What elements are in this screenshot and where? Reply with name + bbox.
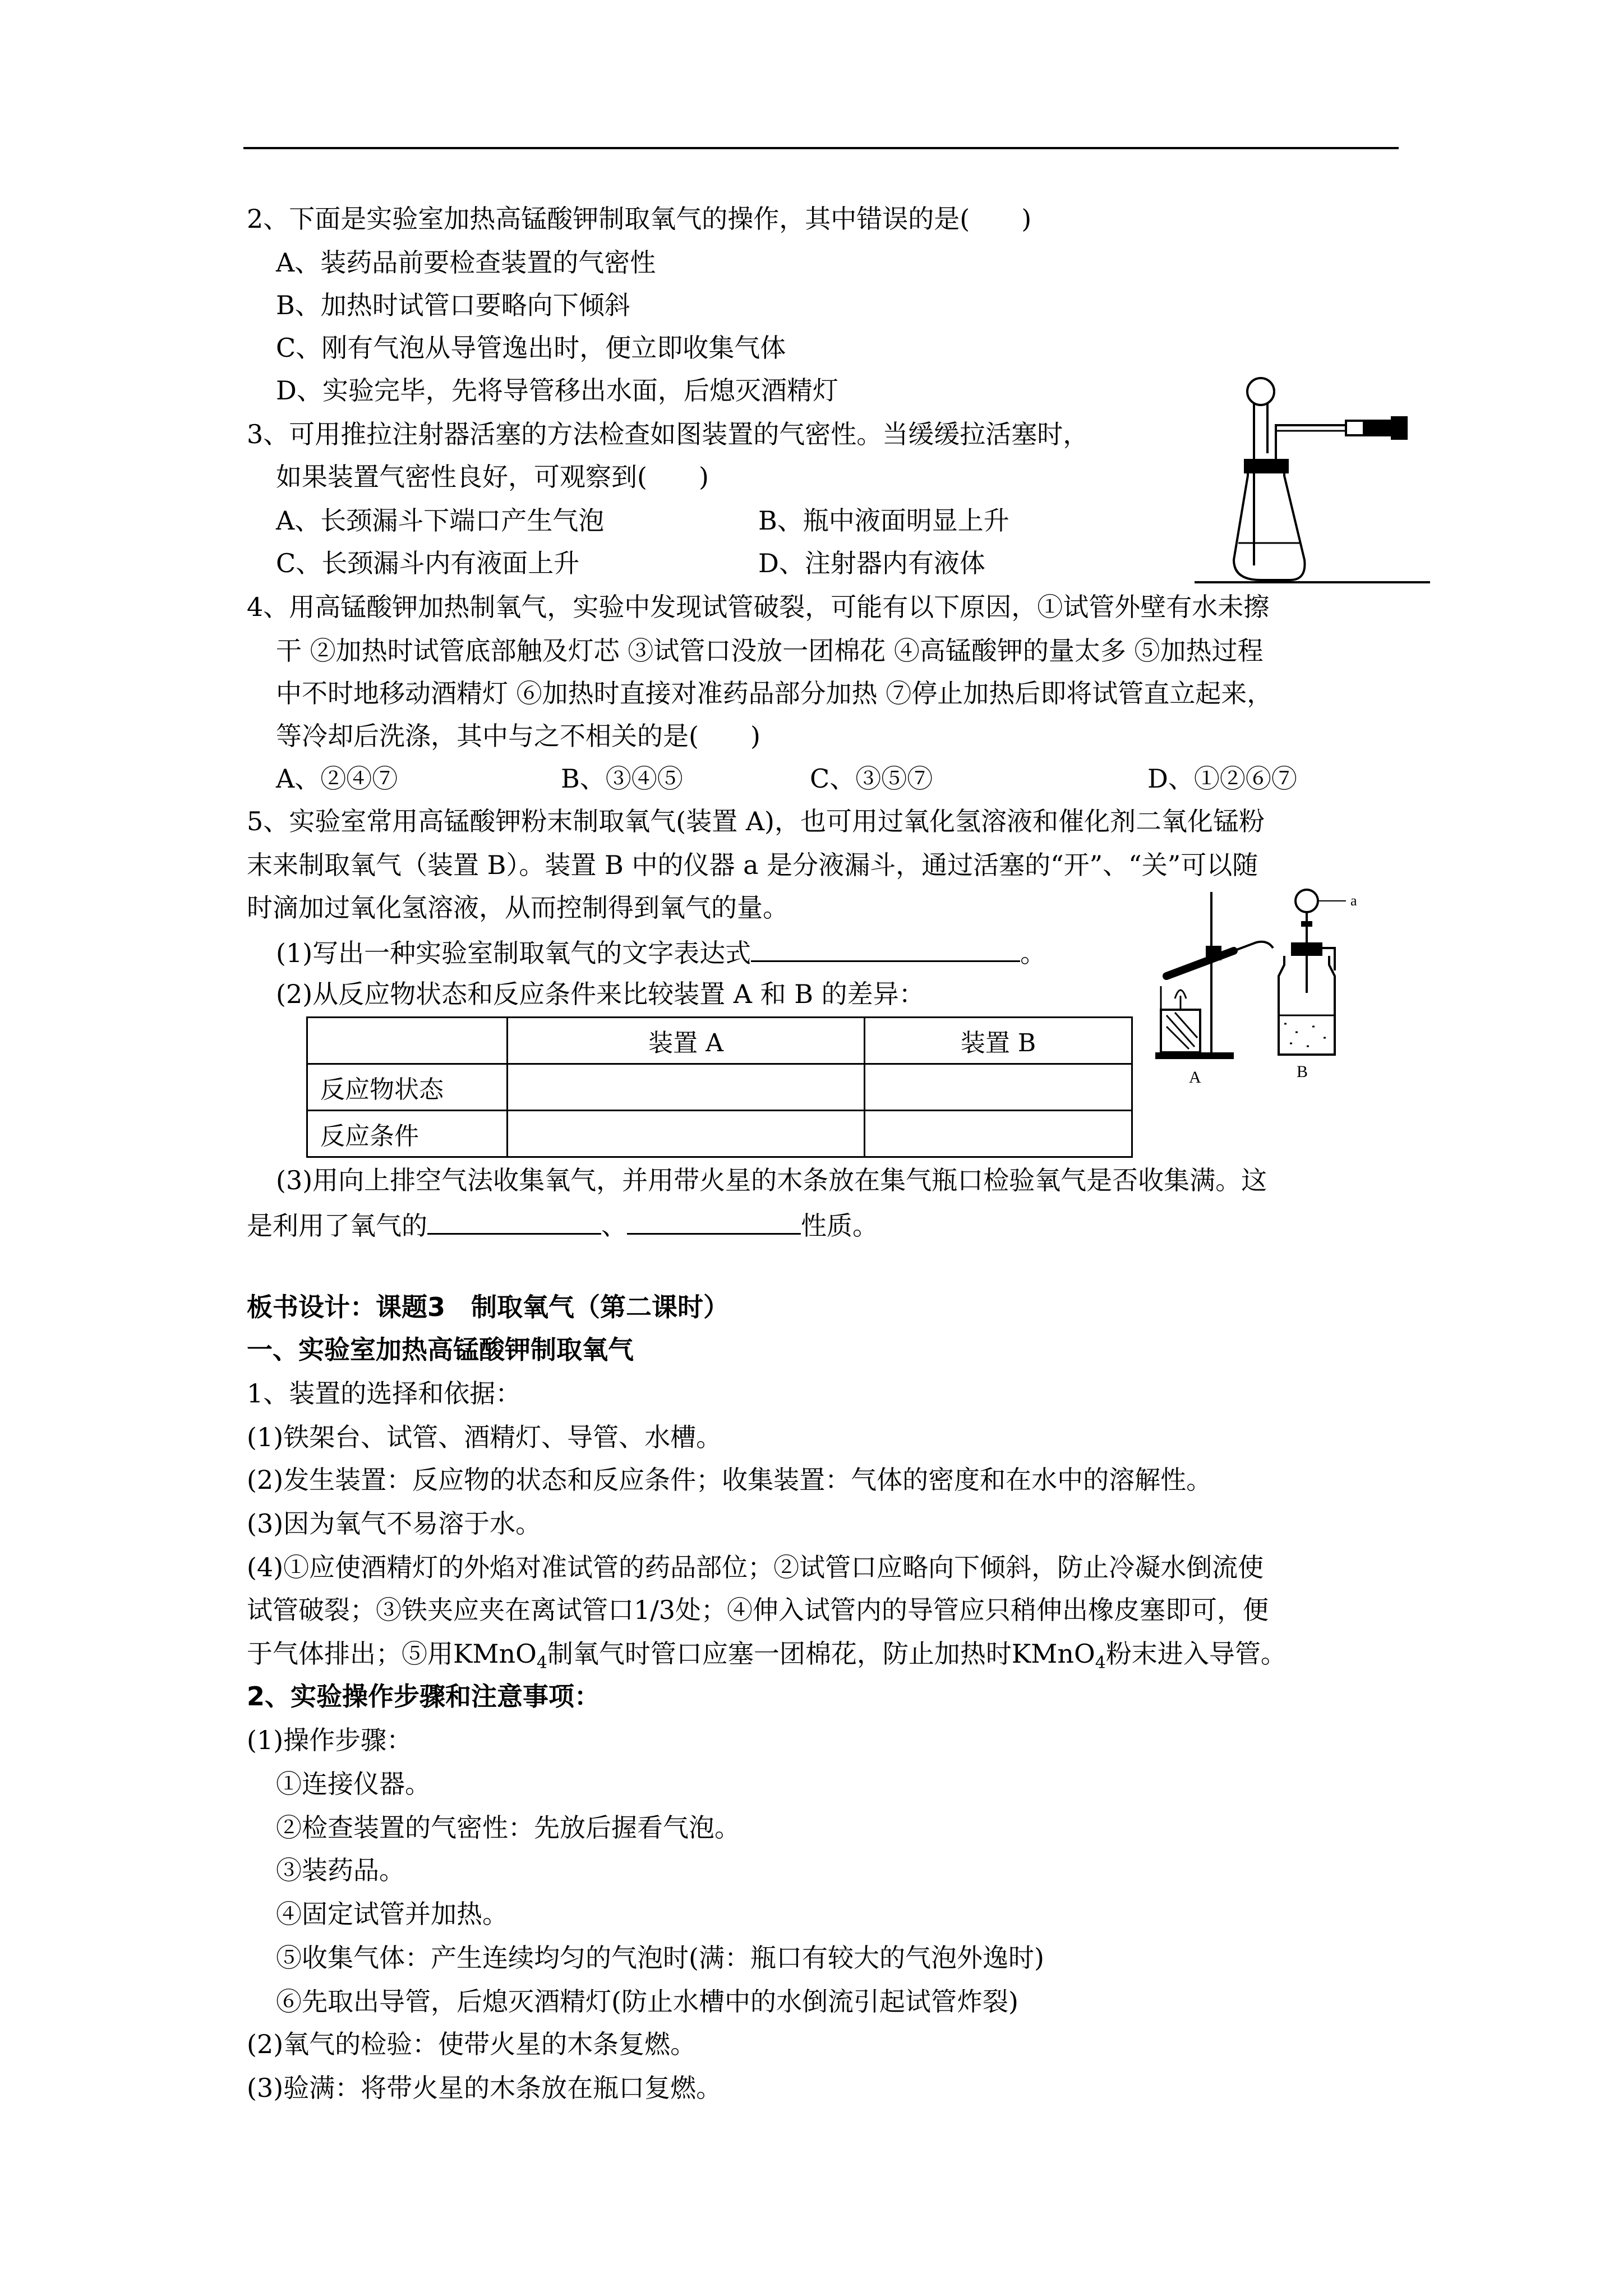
board-item-1-4-line1: (4)①应使酒精灯的外焰对准试管的药品部位；②试管口应略向下倾斜，防止冷凝水倒流使 <box>247 1552 1264 1582</box>
q4-line4: 等冷却后洗涤，其中与之不相关的是( ) <box>276 721 760 751</box>
step-3: ③装药品。 <box>276 1855 405 1885</box>
q2-option-b: B、加热时试管口要略向下倾斜 <box>276 290 630 320</box>
q5-part3-sep: 、 <box>601 1211 627 1241</box>
q5-line3: 时滴加过氧化氢溶液，从而控制得到氧气的量。 <box>247 892 789 923</box>
table-cell-a-state[interactable] <box>508 1064 865 1111</box>
q5-comparison-table <box>306 1016 1133 1158</box>
q3-option-c: C、长颈漏斗内有液面上升 <box>276 548 580 578</box>
board-item-1-4-line3 <box>247 1636 1287 1681</box>
table-header-device-a: 装置 A <box>508 1018 865 1064</box>
fig-label-funnel: a <box>1350 892 1357 909</box>
q2-option-a: A、装药品前要检查装置的气密性 <box>276 247 656 278</box>
q3-option-b: B、瓶中液面明显上升 <box>758 505 1009 536</box>
board-section-2: 2、实验操作步骤和注意事项： <box>247 1681 601 1711</box>
board-item-2-2: (2)氧气的检验：使带火星的木条复燃。 <box>247 2029 697 2059</box>
q4-option-d: D、①②⑥⑦ <box>1147 763 1297 794</box>
kmno4-text-3: 粉末进入导管。 <box>1105 1639 1287 1669</box>
board-item-1-3: (3)因为氧气不易溶于水。 <box>247 1508 542 1539</box>
q4-line1: 4、用高锰酸钾加热制氧气，实验中发现试管破裂，可能有以下原因，①试管外壁有水未擦 <box>247 592 1270 622</box>
q5-part1-answer-blank[interactable] <box>751 933 1020 962</box>
table-row-reactant-state: 反应物状态 <box>307 1064 508 1111</box>
q5-part1-end: 。 <box>1020 938 1046 968</box>
table-cell-b-condition[interactable] <box>865 1111 1132 1157</box>
q5-part3-text: 是利用了氧气的 <box>247 1211 427 1241</box>
q5-devices-figure <box>1144 886 1391 1088</box>
step-2: ②检查装置的气密性：先放后握看气泡。 <box>276 1812 740 1843</box>
header-rule <box>243 147 1399 149</box>
table-header-device-b: 装置 B <box>865 1018 1132 1064</box>
q4-option-a: A、②④⑦ <box>276 763 398 794</box>
q2-option-d: D、实验完毕，先将导管移出水面，后熄灭酒精灯 <box>276 375 838 406</box>
step-1: ①连接仪器。 <box>276 1769 431 1799</box>
step-5: ⑤收集气体：产生连续均匀的气泡时(满：瓶口有较大的气泡外逸时) <box>276 1943 1044 1973</box>
q4-option-c: C、③⑤⑦ <box>810 763 933 794</box>
q5-part3-line2 <box>247 1206 878 1244</box>
q5-part3-end: 性质。 <box>801 1211 878 1241</box>
board-item-1-4-line2: 试管破裂；③铁夹应夹在离试管口1/3处；④伸入试管内的导管应只稍伸出橡皮塞即可，便 <box>247 1595 1269 1625</box>
q3-stem-line1: 3、可用推拉注射器活塞的方法检查如图装置的气密性。当缓缓拉活塞时， <box>247 419 1089 449</box>
fig-label-a: A <box>1189 1068 1201 1087</box>
kmno4-subscript-1: 4 <box>536 1653 547 1673</box>
q4-line3: 中不时地移动酒精灯 ⑥加热时直接对准药品部分加热 ⑦停止加热后即将试管直立起来， <box>276 678 1273 708</box>
q4-option-b: B、③④⑤ <box>561 763 683 794</box>
board-title: 板书设计：课题3 制取氧气（第二课时） <box>247 1292 730 1322</box>
q3-option-d: D、注射器内有液体 <box>758 548 985 578</box>
q2-stem: 2、下面是实验室加热高锰酸钾制取氧气的操作，其中错误的是( ) <box>247 204 1032 234</box>
q5-part3-blank-2[interactable] <box>627 1206 801 1235</box>
table-cell-a-condition[interactable] <box>508 1111 865 1157</box>
kmno4-text-2: 制氧气时管口应塞一团棉花，防止加热时KMnO <box>547 1639 1095 1669</box>
kmno4-text-1: 于气体排出；⑤用KMnO <box>247 1639 537 1669</box>
q5-part1 <box>276 933 1046 971</box>
q5-part3-line1: (3)用向上排空气法收集氧气，并用带火星的木条放在集气瓶口检验氧气是否收集满。这 <box>276 1165 1267 1195</box>
q5-line1: 5、实验室常用高锰酸钾粉末制取氧气(装置 A)，也可用过氧化氢溶液和催化剂二氧化锰粉 <box>247 806 1265 836</box>
q3-option-a: A、长颈漏斗下端口产生气泡 <box>276 505 605 536</box>
q5-line2: 末来制取氧气（装置 B）。装置 B 中的仪器 a 是分液漏斗，通过活塞的“开”、“关”可以随 <box>247 850 1258 880</box>
kmno4-subscript-2: 4 <box>1095 1653 1106 1673</box>
q3-apparatus-figure <box>1195 375 1430 588</box>
table-corner-cell <box>307 1018 508 1064</box>
q2-option-c: C、刚有气泡从导管逸出时，便立即收集气体 <box>276 333 786 363</box>
q3-stem-line2: 如果装置气密性良好，可观察到( ) <box>276 462 709 492</box>
board-section-1: 一、实验室加热高锰酸钾制取氧气 <box>247 1335 634 1365</box>
step-6: ⑥先取出导管，后熄灭酒精灯(防止水槽中的水倒流引起试管炸裂) <box>276 1986 1018 2017</box>
table-row-reaction-condition: 反应条件 <box>307 1111 508 1157</box>
board-item-1-1: (1)铁架台、试管、酒精灯、导管、水槽。 <box>247 1422 722 1452</box>
q5-part3-blank-1[interactable] <box>427 1206 601 1235</box>
board-item-2-1: (1)操作步骤： <box>247 1725 413 1755</box>
board-item-1: 1、装置的选择和依据： <box>247 1378 522 1409</box>
q4-line2: 干 ②加热时试管底部触及灯芯 ③试管口没放一团棉花 ④高锰酸钾的量太多 ⑤加热过程 <box>276 636 1264 666</box>
board-item-2-3: (3)验满：将带火星的木条放在瓶口复燃。 <box>247 2073 722 2103</box>
table-cell-b-state[interactable] <box>865 1064 1132 1111</box>
step-4: ④固定试管并加热。 <box>276 1899 508 1929</box>
board-item-1-2: (2)发生装置：反应物的状态和反应条件；收集装置：气体的密度和在水中的溶解性。 <box>247 1465 1212 1495</box>
fig-label-b: B <box>1297 1062 1308 1081</box>
q5-part1-text: (1)写出一种实验室制取氧气的文字表达式 <box>276 938 751 968</box>
q5-part2: (2)从反应物状态和反应条件来比较装置 A 和 B 的差异： <box>276 979 925 1009</box>
